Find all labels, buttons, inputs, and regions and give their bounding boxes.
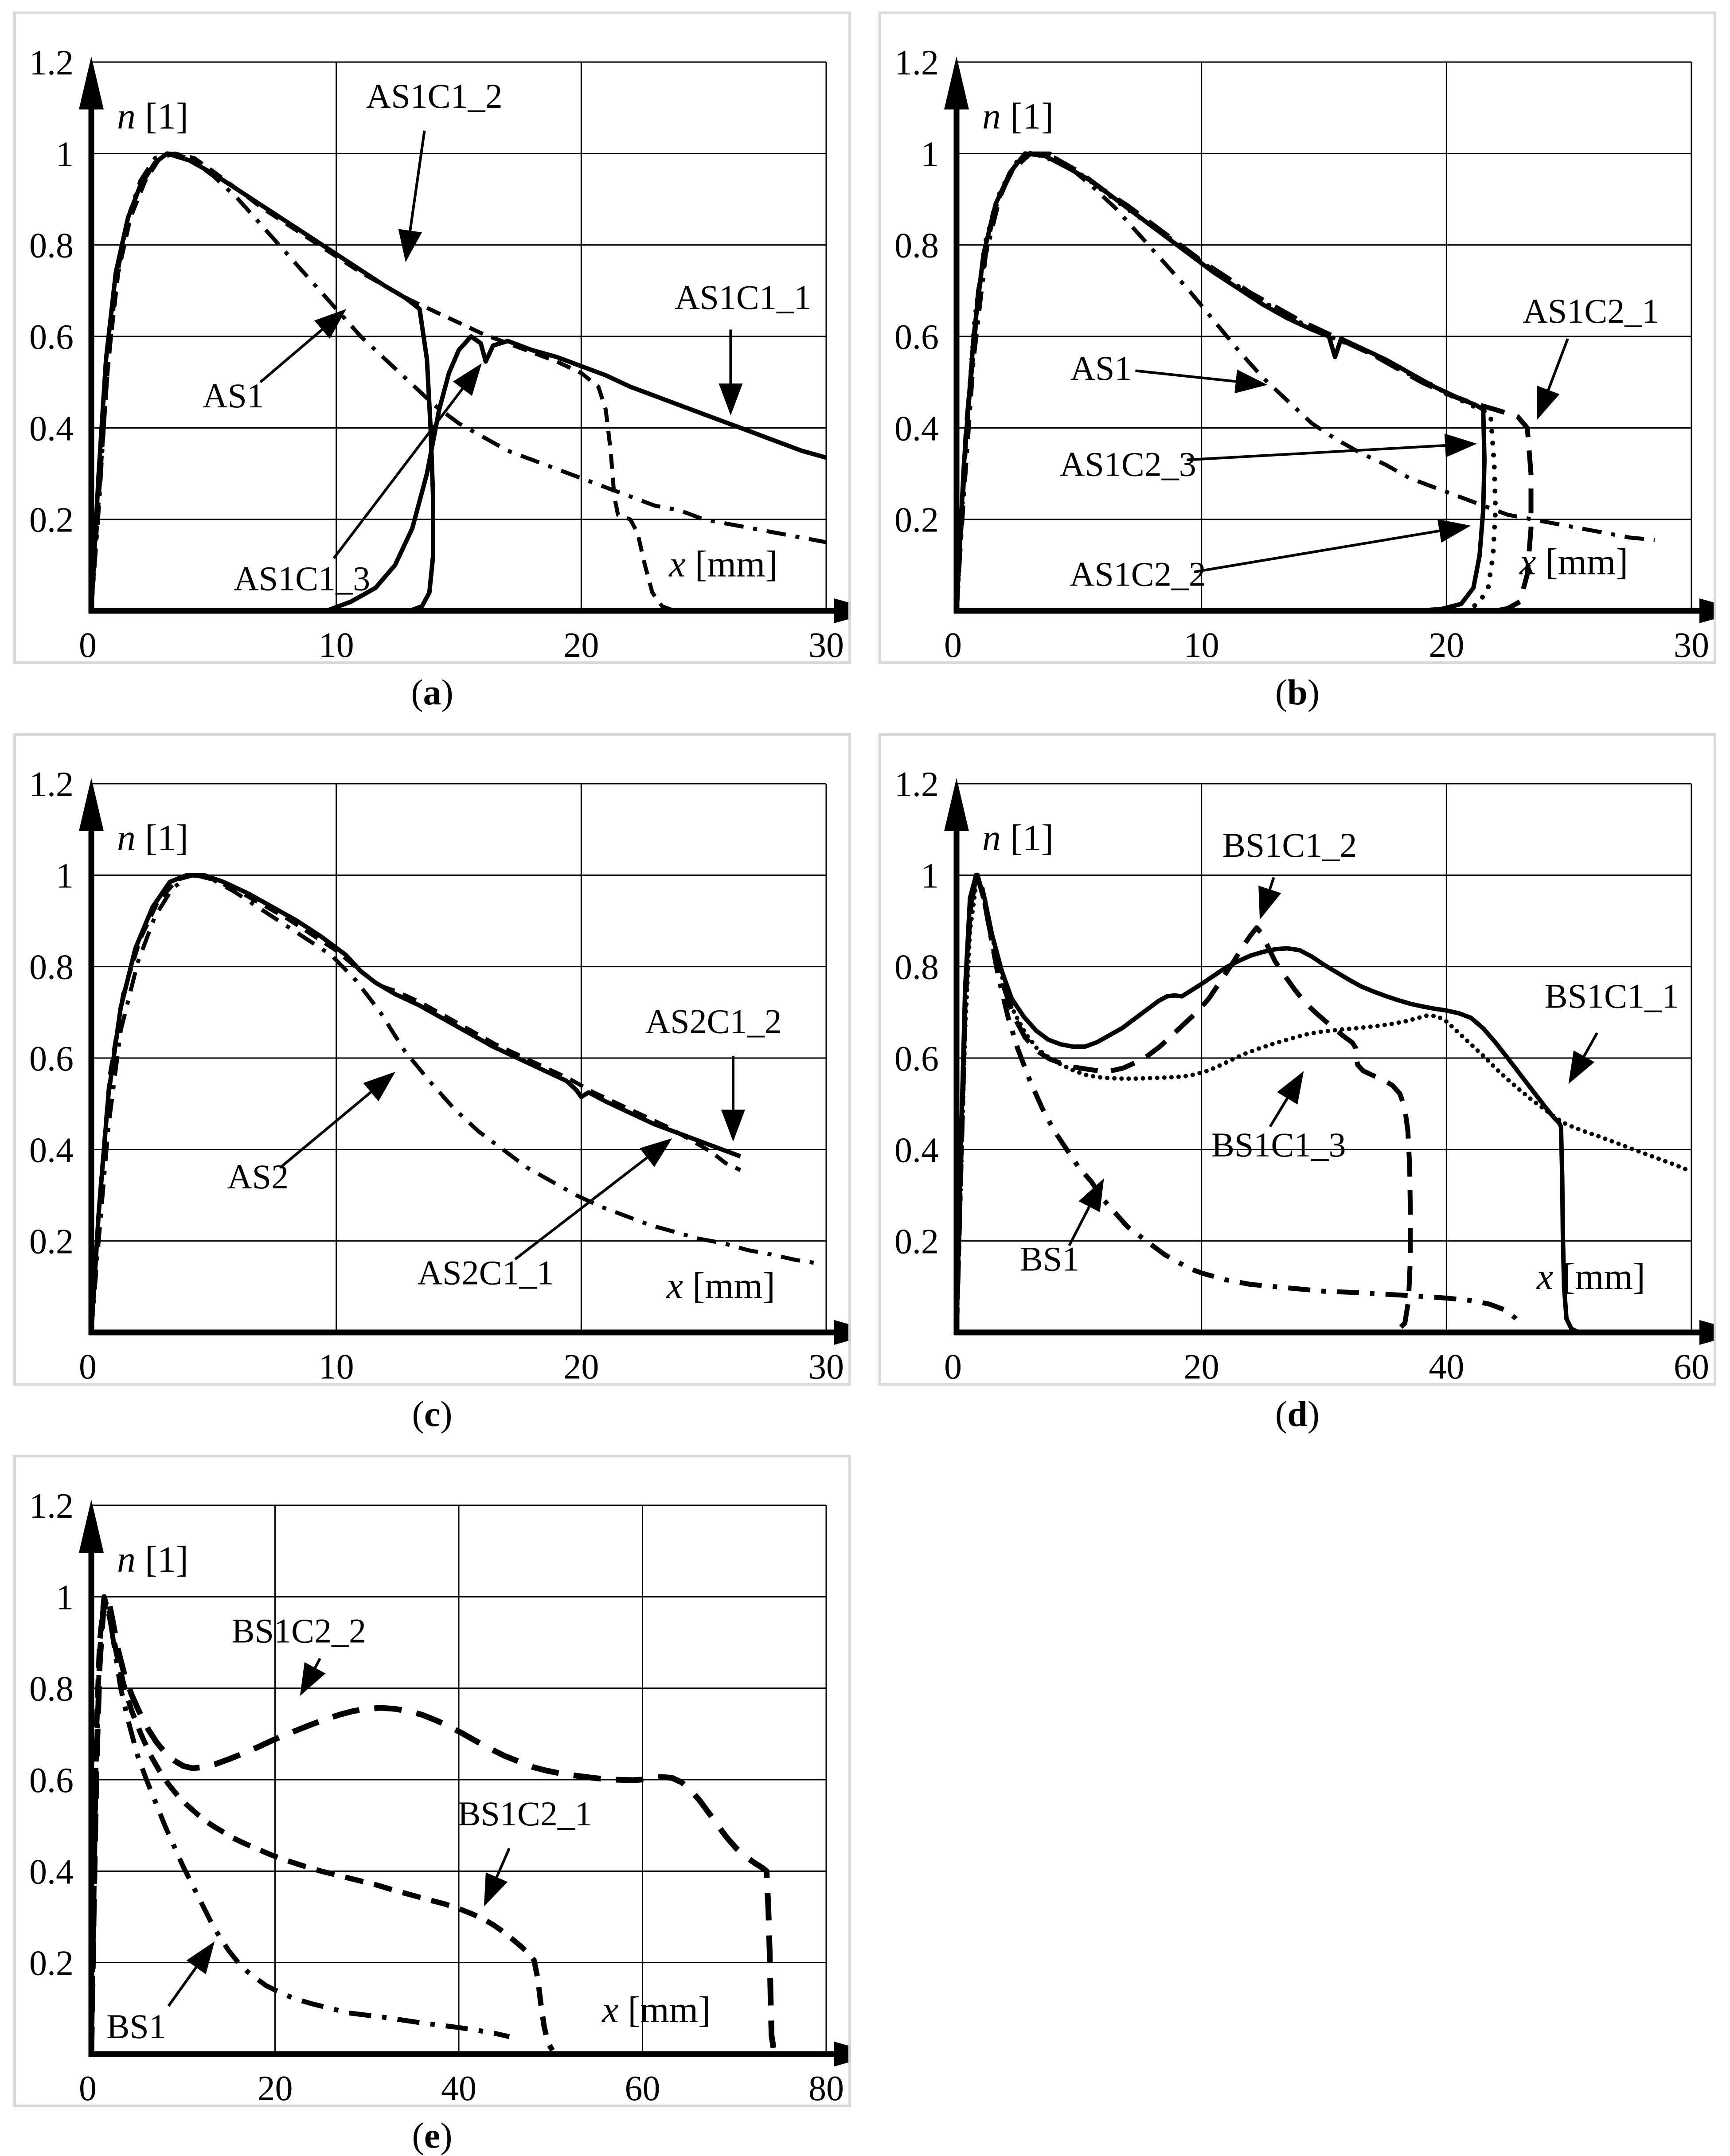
x-axis-arrow-icon <box>834 2042 848 2066</box>
annotation-label-BS1C2_2: BS1C2_2 <box>231 1611 367 1650</box>
x-tick-label: 40 <box>441 2069 476 2105</box>
x-tick-label: 20 <box>563 1348 599 1383</box>
annotation-label-BS1: BS1 <box>1019 1239 1080 1278</box>
caption-e: (e) <box>412 2115 453 2156</box>
annotation-label-AS1C2_2: AS1C2_2 <box>1070 555 1206 594</box>
x-tick-label: 30 <box>808 626 844 661</box>
y-tick-label: 1 <box>921 856 939 896</box>
y-tick-label: 1 <box>56 135 74 174</box>
origin-tick-label: 0 <box>79 2069 97 2105</box>
caption-c: (c) <box>412 1394 453 1434</box>
caption-letter-a: a <box>423 672 441 712</box>
y-tick-label: 1.2 <box>894 43 939 82</box>
annotation-label-AS2: AS2 <box>227 1157 289 1196</box>
y-axis-label: n [1] <box>982 96 1054 137</box>
caption-letter-e: e <box>424 2115 441 2156</box>
annotation-label-AS1C1_1: AS1C1_1 <box>675 278 811 317</box>
y-tick-label: 0.8 <box>29 226 74 266</box>
y-tick-label: 0.4 <box>29 409 74 449</box>
panel-cell-d <box>879 733 1716 1434</box>
panel-frame-a <box>13 12 851 664</box>
origin-tick-label: 0 <box>944 626 962 661</box>
panel-frame-c <box>13 733 851 1386</box>
y-tick-label: 0.6 <box>29 1039 74 1078</box>
x-axis-label: x [mm] <box>669 543 778 585</box>
y-tick-label: 0.8 <box>29 948 74 987</box>
y-tick-label: 0.6 <box>894 1039 939 1078</box>
y-axis-label: n [1] <box>117 96 188 137</box>
y-tick-label: 0.2 <box>894 500 939 540</box>
x-tick-label: 20 <box>563 626 599 661</box>
x-axis-label: x [mm] <box>1536 1256 1645 1297</box>
y-tick-label: 1 <box>56 856 74 896</box>
x-axis-arrow-icon <box>1699 1320 1714 1345</box>
y-tick-label: 1 <box>921 135 939 174</box>
x-tick-label: 20 <box>1429 626 1464 661</box>
chart-a <box>16 14 848 661</box>
caption-letter-d: d <box>1287 1394 1308 1434</box>
caption-d: (d) <box>1275 1394 1320 1434</box>
annotation-label-BS1C2_1: BS1C2_1 <box>457 1794 592 1833</box>
caption-a: (a) <box>411 672 453 712</box>
x-axis-arrow-icon <box>1699 598 1714 623</box>
y-tick-label: 0.2 <box>894 1222 939 1262</box>
x-tick-label: 60 <box>1674 1348 1709 1383</box>
annotation-label-AS1C2_1: AS1C2_1 <box>1523 292 1660 331</box>
y-tick-label: 1.2 <box>29 43 74 82</box>
annotation-label-AS2C1_1: AS2C1_1 <box>417 1253 554 1292</box>
chart-c <box>16 736 848 1383</box>
y-tick-label: 0.6 <box>29 1761 74 1800</box>
panel-frame-e <box>13 1455 851 2107</box>
origin-tick-label: 0 <box>79 626 97 661</box>
panel-cell-a <box>13 12 851 713</box>
caption-b: (b) <box>1275 672 1320 712</box>
x-axis-label: x [mm] <box>602 1989 711 2031</box>
y-tick-label: 0.8 <box>29 1669 74 1709</box>
y-axis-label: n [1] <box>117 1539 188 1580</box>
y-tick-label: 0.2 <box>29 1944 74 1983</box>
y-axis-label: n [1] <box>982 817 1054 859</box>
x-tick-label: 30 <box>1674 626 1709 661</box>
annotation-label-BS1C1_3: BS1C1_3 <box>1211 1125 1346 1164</box>
panel-cell-e <box>13 1455 851 2156</box>
x-axis-label: x [mm] <box>1519 541 1628 583</box>
y-tick-label: 1.2 <box>29 765 74 804</box>
x-tick-label: 20 <box>1183 1348 1219 1383</box>
y-tick-label: 1 <box>56 1578 74 1617</box>
y-tick-label: 0.4 <box>29 1852 74 1892</box>
y-tick-label: 1.2 <box>29 1487 74 1526</box>
x-tick-label: 80 <box>808 2069 844 2105</box>
y-tick-label: 1.2 <box>894 765 939 804</box>
empty-cell <box>879 1455 1716 2156</box>
y-tick-label: 0.2 <box>29 1222 74 1262</box>
chart-d <box>881 736 1714 1383</box>
x-axis-label: x [mm] <box>666 1265 775 1307</box>
annotation-label-BS1C1_1: BS1C1_1 <box>1544 976 1679 1016</box>
y-tick-label: 0.6 <box>894 318 939 357</box>
panel-cell-b <box>879 12 1716 713</box>
y-axis-label: n [1] <box>117 817 188 859</box>
x-tick-label: 60 <box>625 2069 660 2105</box>
y-tick-label: 0.8 <box>894 226 939 266</box>
annotation-label-BS1: BS1 <box>106 2007 166 2046</box>
caption-letter-b: b <box>1287 672 1308 712</box>
annotation-label-AS1C2_3: AS1C2_3 <box>1059 445 1196 484</box>
x-tick-label: 10 <box>318 1348 354 1383</box>
x-tick-label: 40 <box>1429 1348 1464 1383</box>
x-tick-label: 10 <box>1183 626 1219 661</box>
origin-tick-label: 0 <box>79 1348 97 1383</box>
caption-letter-c: c <box>424 1394 441 1434</box>
annotation-label-AS1: AS1 <box>203 376 264 415</box>
annotation-label-BS1C1_2: BS1C1_2 <box>1222 826 1357 865</box>
chart-b <box>881 14 1714 661</box>
origin-tick-label: 0 <box>944 1348 962 1383</box>
y-tick-label: 0.6 <box>29 318 74 357</box>
chart-e <box>16 1457 848 2105</box>
panel-frame-b <box>879 12 1716 664</box>
annotation-label-AS2C1_2: AS2C1_2 <box>645 1002 782 1041</box>
y-tick-label: 0.2 <box>29 500 74 540</box>
x-axis-arrow-icon <box>834 1320 848 1345</box>
y-tick-label: 0.4 <box>894 409 939 449</box>
annotation-label-AS1C1_2: AS1C1_2 <box>366 77 503 116</box>
y-tick-label: 0.8 <box>894 948 939 987</box>
y-tick-label: 0.4 <box>894 1131 939 1170</box>
y-tick-label: 0.4 <box>29 1131 74 1170</box>
x-tick-label: 30 <box>808 1348 844 1383</box>
annotation-label-AS1C1_3: AS1C1_3 <box>234 559 371 598</box>
panel-frame-d <box>879 733 1716 1386</box>
x-axis-arrow-icon <box>834 598 848 623</box>
panel-cell-c <box>13 733 851 1434</box>
x-tick-label: 10 <box>318 626 354 661</box>
x-tick-label: 20 <box>257 2069 293 2105</box>
annotation-label-AS1: AS1 <box>1070 349 1132 388</box>
